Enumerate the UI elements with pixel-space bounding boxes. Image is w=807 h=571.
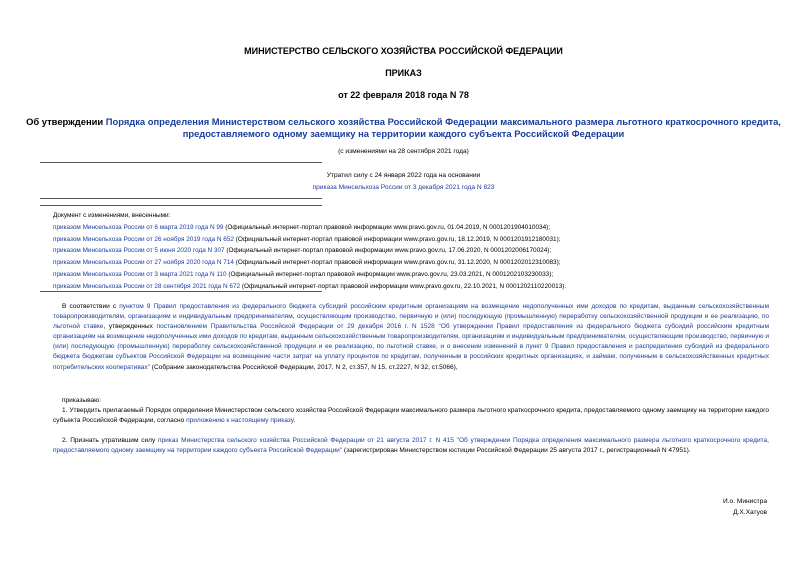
amendment-link[interactable]: приказом Минсельхоза России от 26 ноября 2019 года N 652 bbox=[53, 235, 234, 243]
amendment-item bbox=[53, 245, 566, 257]
amendments-header: Документ с изменениями, внесенными: bbox=[53, 212, 171, 219]
item-2-text: 2. Признать утратившим силу bbox=[62, 437, 158, 444]
title-link-line2[interactable]: предоставляемого одному заемщику на территории каждого субъекта Российской Федерации bbox=[182, 128, 625, 139]
repealed-order-link[interactable]: приказ Министерства сельского хозяйства Российской Федерации от 21 августа 2017 г. N 415 "Об утверждении Порядка определения максимального размера льготного краткосрочного кредита, предоставляемого одному заемщику на территории каждого субъекта Российской Федерации" bbox=[53, 437, 769, 455]
item-1-text: 1. Утвердить прилагаемый Порядок определения Министерством сельского хозяйства Российской Федерации максимального размера льготного краткосрочного кредита, предоставляемого одному заемщику на территории каждого субъекта Российской Федерации, согласно bbox=[53, 407, 769, 425]
signatory-name: Д.Х.Хатуов bbox=[733, 509, 767, 516]
preamble-paragraph bbox=[53, 302, 769, 373]
amendment-link[interactable]: приказом Минсельхоза России от 5 июня 2020 года N 307 bbox=[53, 247, 225, 255]
amendment-source: (Официальный интернет-портал правовой информации www.pravo.gov.ru, 18.12.2019, N 0001201912180031); bbox=[233, 235, 561, 243]
item-2-paragraph bbox=[53, 436, 769, 456]
document-title bbox=[0, 116, 807, 140]
amendment-link[interactable]: приказом Минсельхоза России от 28 сентября 2021 года N 672 bbox=[53, 282, 241, 290]
signatory-position: И.о. Министра bbox=[722, 498, 767, 505]
item-1-text: . bbox=[293, 417, 296, 425]
amendment-link[interactable]: приказом Минсельхоза России от 3 марта 2021 года N 110 bbox=[53, 270, 227, 278]
amendment-source: (Официальный интернет-портал правовой информации www.pravo.gov.ru, 23.03.2021, N 0001202103230033); bbox=[226, 270, 554, 278]
appendix-link[interactable]: приложению к настоящему приказу bbox=[186, 417, 294, 425]
signature-block bbox=[723, 497, 767, 518]
amendments-list bbox=[53, 210, 566, 293]
government-decree-link[interactable]: постановлением Правительства Российской Федерации от 29 декабря 2016 г. N 1528 "Об утверждении Правил предоставления из федерального бюджета субсидий российским кредитным организациям на возмещение недополученных ими доходов по кредитам, выданным сельскохозяйственным товаропроизводителям, организациям и индивидуальным предпринимателям, осуществляющим производство, первичную и (или) последующую (промышленную) переработку сельскохозяйственной продукции и ее реализацию, по льготной ставке, и о внесении изменений в пункт 9 Правил предоставления и распределения субсидий из федерального бюджета бюджетам субъектов Российской Федерации на возмещение части затрат на уплату процентов по кредитам, полученным в российских кредитных организациях, и займам, полученным в сельскохозяйственных кредитных потребительских кооперативах" bbox=[53, 323, 769, 371]
amendment-link[interactable]: приказом Минсельхоза России от 27 ноября 2020 года N 714 bbox=[53, 259, 234, 267]
amendment-source: (Официальный интернет-портал правовой информации www.pravo.gov.ru, 17.06.2020, N 0001202006170024); bbox=[224, 247, 552, 255]
divider bbox=[40, 205, 322, 206]
ministry-heading: МИНИСТЕРСТВО СЕЛЬСКОГО ХОЗЯЙСТВА РОССИЙСКОЙ ФЕДЕРАЦИИ bbox=[244, 46, 563, 56]
preamble-text: В соответствии с bbox=[62, 303, 120, 310]
divider bbox=[40, 162, 322, 163]
invalid-note-line1: Утратил силу с 24 января 2022 года на основании bbox=[326, 172, 481, 179]
invalid-note-link[interactable]: приказа Минсельхоза России от 3 декабря 2021 года N 823 bbox=[312, 184, 495, 191]
order-word: приказываю: bbox=[62, 397, 101, 404]
rules-point-link[interactable]: пунктом 9 Правил предоставления из федерального бюджета субсидий российским кредитным организациям на возмещение недополученных ими доходов по кредитам, выданным сельскохозяйственным товаропроизводителям, организациям и индивидуальным предпринимателям, осуществляющим производство, первичную и (или) последующую (промышленную) переработку сельскохозяйственной продукции и ее реализацию, по льготной ставке bbox=[53, 303, 769, 331]
amendment-source: (Официальный интернет-портал правовой информации www.pravo.gov.ru, 01.04.2019, N 0001201904010034); bbox=[223, 223, 551, 231]
amendment-source: (Официальный интернет-портал правовой информации www.pravo.gov.ru, 22.10.2021, N 0001202110220013). bbox=[240, 282, 567, 290]
preamble-text: (Собрание законодательства Российской Федерации, 2017, N 2, ст.357, N 15, ст.2227, N 32, ст.5066), bbox=[149, 363, 458, 371]
changes-note: (с изменениями на 28 сентября 2021 года) bbox=[338, 148, 469, 155]
amendment-link[interactable]: приказом Минсельхоза России от 6 марта 2019 года N 99 bbox=[53, 223, 224, 231]
amendment-item bbox=[53, 234, 566, 246]
title-link-line1[interactable]: Порядка определения Министерством сельского хозяйства Российской Федерации максимального размера льготного краткосрочного кредита, bbox=[105, 116, 781, 127]
divider bbox=[40, 291, 322, 292]
divider bbox=[40, 198, 322, 199]
preamble-text: , утвержденных bbox=[103, 323, 157, 331]
doc-type-heading: ПРИКАЗ bbox=[385, 68, 422, 78]
doc-date-number: от 22 февраля 2018 года N 78 bbox=[338, 90, 469, 100]
title-prefix: Об утверждении bbox=[26, 116, 106, 127]
item-1-paragraph bbox=[53, 406, 769, 426]
item-2-text: (зарегистрирован Министерством юстиции Российской Федерации 25 августа 2017 г., регистрационный N 47951). bbox=[342, 447, 691, 455]
amendment-item bbox=[53, 222, 566, 234]
amendment-source: (Официальный интернет-портал правовой информации www.pravo.gov.ru, 31.12.2020, N 0001202012310083); bbox=[233, 259, 561, 267]
amendment-item bbox=[53, 257, 566, 269]
amendment-item bbox=[53, 269, 566, 281]
